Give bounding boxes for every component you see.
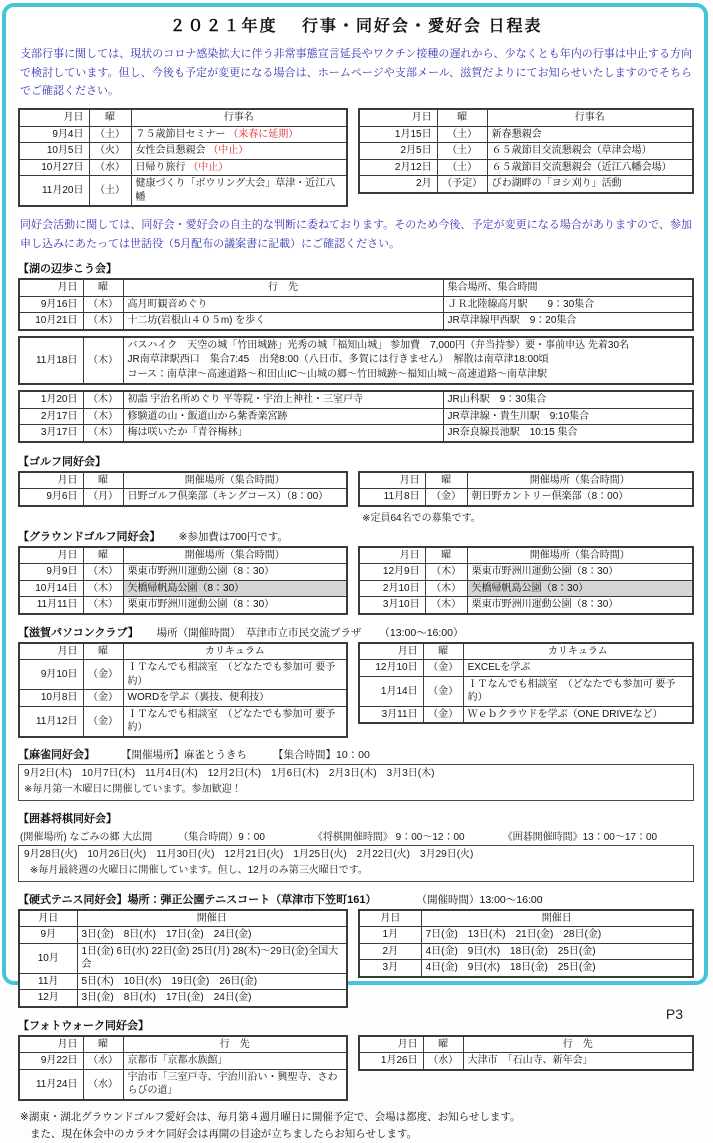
ground-golf-date: 3月10日 xyxy=(359,597,425,614)
col-header-date: 月日 xyxy=(19,1036,83,1053)
tennis-month: 10月 xyxy=(19,943,77,973)
go-shogi-meet-time: （集合時間）9：00 xyxy=(178,831,265,843)
branch-events-table-left xyxy=(18,108,348,207)
event-name: 日帰り旅行 （中止） xyxy=(131,159,347,176)
ground-golf-venue: 栗東市野洲川運動公園（8：30） xyxy=(123,597,347,614)
event-date: 1月15日 xyxy=(359,126,437,143)
pc-club-table-left xyxy=(18,642,348,738)
tennis-month: 11月 xyxy=(19,973,77,990)
notice-branch-events: 支部行事に関しては、現状のコロナ感染拡大に伴う非常事態宣言延長やワクチン接種の遅れから、少なくとも年内の行事は中止する方向で検討しています。但し、今後も予定が変更になる場合は、ホームページや支部メール、滋賀だよりにてお知らせいたしますのでそちらでご確認ください。 xyxy=(20,48,692,98)
ground-golf-table-right xyxy=(358,546,694,615)
event-name: びわ湖畔の「ヨシ刈り」活動 xyxy=(487,176,693,193)
walk-day: （木） xyxy=(83,391,123,408)
walk-day: （木） xyxy=(83,296,123,313)
col-header-destination: 行 先 xyxy=(463,1036,693,1053)
table-row xyxy=(359,143,693,160)
col-header-date: 月日 xyxy=(19,547,83,564)
go-shogi-section xyxy=(18,810,694,882)
ground-golf-fee-note: ※参加費は700円です。 xyxy=(178,530,289,543)
ground-golf-day: （木） xyxy=(425,597,467,614)
event-day: （土） xyxy=(437,126,487,143)
col-header-curriculum: カリキュラム xyxy=(123,643,347,660)
table-row xyxy=(19,159,347,176)
section-title-mahjong: 【麻雀同好会】 xyxy=(18,748,95,761)
golf-date: 9月6日 xyxy=(19,489,83,506)
section-title-ground-golf: 【グラウンドゴルフ同好会】 xyxy=(18,530,161,543)
walk-destination: 高月町観音めぐり xyxy=(123,296,443,313)
photo-walk-destination: 京都市「京都水族館」 xyxy=(123,1053,347,1070)
photo-walk-table-left xyxy=(18,1035,348,1101)
branch-events-table-right xyxy=(358,108,694,194)
col-header-month: 月日 xyxy=(359,910,421,927)
go-shogi-dates-box xyxy=(18,845,694,882)
table-header-row xyxy=(359,1036,693,1053)
table-header-row xyxy=(19,472,347,489)
col-header-day: 曜 xyxy=(423,1036,463,1053)
walk-club-table-2 xyxy=(18,390,694,443)
walk-bus-details xyxy=(123,337,693,385)
event-name: 健康づくり「ボウリング大会」草津・近江八幡 xyxy=(131,176,347,207)
photo-walk-date: 9月22日 xyxy=(19,1053,83,1070)
col-header-destination: 行 先 xyxy=(123,279,443,296)
tennis-table-left xyxy=(18,909,348,1008)
col-header-day: 曜 xyxy=(423,643,463,660)
ground-golf-date: 10月14日 xyxy=(19,580,83,597)
ground-golf-venue: 栗東市野洲川運動公園（8：30） xyxy=(123,564,347,581)
pc-club-date: 12月10日 xyxy=(359,660,423,677)
col-header-dates: 開催日 xyxy=(421,910,693,927)
event-status-red: （中止） xyxy=(188,161,229,173)
col-header-event: 行事名 xyxy=(487,109,693,126)
col-header-venue: 開催場所（集合時間） xyxy=(467,472,693,489)
mahjong-dates: 9月2日(木) 10月7日(木) 11月4日(木) 12月2日(木) 1月6日(木) 2月3日(木) 3月3日(木) xyxy=(24,767,435,779)
notice-clubs: 同好会活動に関しては、同好会・愛好会の自主的な判断に委ねております。そのため今後、予定が変更になる場合がありますので、参加申し込みにあたっては世話役（5月配布の議案書に記載）にご確認ください。 xyxy=(20,219,692,250)
tennis-dates: 7日(金) 13日(木) 21日(金) 28日(金) xyxy=(421,927,693,944)
go-hours: 《囲碁開催時間》13：00～17：00 xyxy=(502,831,658,843)
go-shogi-dates: 9月28日(火) 10月26日(火) 11月30日(火) 12月21日(火) 1月25日(火) 2月22日(火) 3月29日(火) xyxy=(24,848,474,860)
section-title-pc-club: 【滋賀パソコンクラブ】 xyxy=(18,626,139,639)
pc-club-curriculum: WORDを学ぶ（裏技、便利技） xyxy=(123,690,347,707)
table-row xyxy=(19,408,693,425)
table-row xyxy=(19,1069,347,1100)
table-row xyxy=(359,706,693,723)
walk-destination: 初詣 宇治名所めぐり 平等院・宇治上神社・三室戸寺 xyxy=(123,391,443,408)
table-row xyxy=(19,706,347,737)
pc-club-date: 10月8日 xyxy=(19,690,83,707)
walk-meeting: JR草津線・貴生川駅 9:10集合 xyxy=(443,408,693,425)
footer-note-1: ※湖東・湖北グラウンドゴルフ愛好会は、毎月第４週月曜日に開催予定で、会場は都度、お知らせします。 xyxy=(20,1110,521,1123)
ground-golf-date: 9月9日 xyxy=(19,564,83,581)
mahjong-section xyxy=(18,746,694,801)
table-row xyxy=(19,973,347,990)
table-row xyxy=(359,927,693,944)
walk-date: 10月21日 xyxy=(19,313,83,330)
table-header-row xyxy=(19,643,347,660)
event-day: （水） xyxy=(89,159,131,176)
event-date: 9月4日 xyxy=(19,126,89,143)
col-header-date: 月日 xyxy=(359,472,425,489)
table-row xyxy=(19,597,347,614)
ground-golf-venue: 矢橋帰帆島公園（8：30） xyxy=(467,580,693,597)
pc-club-curriculum: ＩＴなんでも相談室 （どなたでも参加可 要予約） xyxy=(123,660,347,690)
walk-meeting: JR山科駅 9：30集合 xyxy=(443,391,693,408)
table-header-row xyxy=(19,279,693,296)
photo-walk-day: （水） xyxy=(83,1053,123,1070)
pc-club-section xyxy=(18,624,694,738)
table-row xyxy=(19,489,347,506)
pc-club-curriculum: EXCELを学ぶ xyxy=(463,660,693,677)
table-row xyxy=(19,143,347,160)
col-header-venue: 開催場所（集合時間） xyxy=(467,547,693,564)
tennis-section xyxy=(18,891,694,1008)
tennis-month: 2月 xyxy=(359,943,421,960)
walk-date: 9月16日 xyxy=(19,296,83,313)
col-header-day: 曜 xyxy=(83,472,123,489)
photo-walk-date: 1月26日 xyxy=(359,1053,423,1070)
footer-note-2: また、現在休会中のカラオケ同好会は再開の目途が立ちましたらお知らせします。 xyxy=(30,1127,418,1140)
walk-day: （木） xyxy=(83,408,123,425)
walk-destination: 梅は咲いたか「青谷梅林」 xyxy=(123,425,443,442)
col-header-venue: 開催場所（集合時間） xyxy=(123,547,347,564)
ground-golf-section xyxy=(18,528,694,615)
walk-date: 2月17日 xyxy=(19,408,83,425)
page-number: P3 xyxy=(665,1006,683,1022)
walk-day: （木） xyxy=(83,337,123,385)
pc-club-day: （金） xyxy=(423,676,463,706)
pc-club-table-right xyxy=(358,642,694,725)
ground-golf-day: （木） xyxy=(425,580,467,597)
event-day: （土） xyxy=(89,126,131,143)
table-row xyxy=(359,489,693,506)
pc-club-date: 3月11日 xyxy=(359,706,423,723)
bus-detail-line: コース：南草津～高速道路～和田山IC～山城の郷～竹田城跡～福知山城～高速道路～南草津駅 xyxy=(127,368,547,380)
event-name: ６５歳節目交流懇親会（草津会場） xyxy=(487,143,693,160)
event-day: （土） xyxy=(437,159,487,176)
col-header-day: 曜 xyxy=(83,547,123,564)
ground-golf-day: （木） xyxy=(83,564,123,581)
table-row xyxy=(359,660,693,677)
col-header-destination: 行 先 xyxy=(123,1036,347,1053)
event-date: 11月20日 xyxy=(19,176,89,207)
col-header-dates: 開催日 xyxy=(77,910,347,927)
table-row xyxy=(359,126,693,143)
table-row xyxy=(19,425,693,442)
walk-club-table-1 xyxy=(18,278,694,331)
table-row xyxy=(19,1053,347,1070)
event-day: （予定） xyxy=(437,176,487,193)
photo-walk-table-right xyxy=(358,1035,694,1071)
pc-club-date: 9月10日 xyxy=(19,660,83,690)
table-header-row xyxy=(359,109,693,126)
walk-date: 11月18日 xyxy=(19,337,83,385)
walk-club-section xyxy=(18,260,694,443)
walk-date: 1月20日 xyxy=(19,391,83,408)
pc-club-curriculum: ＩＴなんでも相談室 （どなたでも参加可 要予約） xyxy=(123,706,347,737)
pc-club-curriculum: ＩＴなんでも相談室 （どなたでも参加可 要予約） xyxy=(463,676,693,706)
tennis-dates: 4日(金) 9日(水) 18日(金) 25日(金) xyxy=(421,943,693,960)
mahjong-time: 【集合時間】10：00 xyxy=(273,748,370,761)
ground-golf-day: （木） xyxy=(83,597,123,614)
col-header-event: 行事名 xyxy=(131,109,347,126)
col-header-curriculum: カリキュラム xyxy=(463,643,693,660)
pc-club-day: （金） xyxy=(423,706,463,723)
tennis-dates: 5日(木) 10日(水) 19日(金) 26日(金) xyxy=(77,973,347,990)
table-row xyxy=(19,564,347,581)
section-title-go-shogi: 【囲碁将棋同好会】 xyxy=(18,812,117,825)
photo-walk-day: （水） xyxy=(83,1069,123,1100)
col-header-date: 月日 xyxy=(359,643,423,660)
section-title-walk-club: 【湖の辺歩こう会】 xyxy=(18,263,117,276)
col-header-day: 曜 xyxy=(89,109,131,126)
pc-club-day: （金） xyxy=(423,660,463,677)
golf-capacity-note: ※定員64名での募集です。 xyxy=(362,512,481,524)
table-row xyxy=(19,296,693,313)
golf-date: 11月8日 xyxy=(359,489,425,506)
walk-day: （木） xyxy=(83,313,123,330)
table-row xyxy=(19,580,347,597)
ground-golf-date: 12月9日 xyxy=(359,564,425,581)
col-header-day: 曜 xyxy=(425,547,467,564)
walk-meeting: JR草津線甲西駅 9：20集合 xyxy=(443,313,693,330)
walk-destination: 十二坊(岩根山４０５m) を歩く xyxy=(123,313,443,330)
ground-golf-venue: 栗東市野洲川運動公園（8：30） xyxy=(467,564,693,581)
golf-section xyxy=(18,453,694,524)
table-row xyxy=(359,960,693,977)
walk-club-bus-row xyxy=(18,336,694,386)
photo-walk-destination: 大津市 「石山寺、新年会」 xyxy=(463,1053,693,1070)
pc-club-time: （13:00～16:00） xyxy=(379,626,464,639)
bus-detail-line: JR南草津駅西口 集合7:45 出発8:00（八日市、多賀には行きません） 解散は南草津18:00頃 xyxy=(127,354,549,366)
pc-club-curriculum: Ｗｅｂクラウドを学ぶ（ONE DRIVEなど） xyxy=(463,706,693,723)
table-header-row xyxy=(19,910,347,927)
shogi-hours: 《将棋開催時間》 9：00～12：00 xyxy=(312,831,465,843)
tennis-dates: 3日(金) 8日(水) 17日(金) 24日(金) xyxy=(77,990,347,1007)
ground-golf-day: （木） xyxy=(425,564,467,581)
photo-walk-destination: 宇治市「三室戸寺、宇治川沿い・興聖寺、さわらびの道」 xyxy=(123,1069,347,1100)
walk-destination: 修験道の山・飯道山から紫香楽宮跡 xyxy=(123,408,443,425)
col-header-venue: 開催場所（集合時間） xyxy=(123,472,347,489)
table-row xyxy=(359,580,693,597)
pc-club-day: （金） xyxy=(83,690,123,707)
golf-day: （金） xyxy=(425,489,467,506)
table-row xyxy=(359,176,693,193)
ground-golf-venue: 栗東市野洲川運動公園（8：30） xyxy=(467,597,693,614)
walk-day: （木） xyxy=(83,425,123,442)
table-row xyxy=(359,943,693,960)
go-shogi-note: ※毎月最終週の火曜日に開催しています。但し、12月のみ第三火曜日です。 xyxy=(30,864,368,876)
photo-walk-section xyxy=(18,1017,694,1101)
col-header-date: 月日 xyxy=(19,472,83,489)
event-name: 女性会員懇親会 （中止） xyxy=(131,143,347,160)
pc-club-date: 1月14日 xyxy=(359,676,423,706)
tennis-month: 9月 xyxy=(19,927,77,944)
mahjong-note: ※毎月第一木曜日に開催しています。参加歓迎！ xyxy=(24,783,242,795)
col-header-date: 月日 xyxy=(19,279,83,296)
table-row xyxy=(19,337,693,385)
tennis-table-right xyxy=(358,909,694,978)
event-day: （火） xyxy=(89,143,131,160)
pc-club-day: （金） xyxy=(83,706,123,737)
col-header-day: 曜 xyxy=(83,1036,123,1053)
event-status-red: （中止） xyxy=(208,145,249,157)
table-row xyxy=(19,176,347,207)
col-header-date: 月日 xyxy=(359,547,425,564)
event-status-red: （来春に延期） xyxy=(228,128,299,140)
table-header-row xyxy=(359,472,693,489)
golf-venue: 日野ゴルフ倶楽部（キングコース）（8：00） xyxy=(123,489,347,506)
event-date: 2月5日 xyxy=(359,143,437,160)
col-header-day: 曜 xyxy=(437,109,487,126)
page-title: ２０２１年度 行事・同好会・愛好会 日程表 xyxy=(169,18,543,35)
table-row xyxy=(19,313,693,330)
table-row xyxy=(359,597,693,614)
event-name: 新春懇親会 xyxy=(487,126,693,143)
walk-meeting: ＪＲ北陸線高月駅 9：30集合 xyxy=(443,296,693,313)
col-header-day: 曜 xyxy=(425,472,467,489)
walk-meeting: JR奈良線長池駅 10:15 集合 xyxy=(443,425,693,442)
tennis-dates: 4日(金) 9日(水) 18日(金) 25日(金) xyxy=(421,960,693,977)
table-row xyxy=(359,564,693,581)
mahjong-dates-box xyxy=(18,764,694,801)
footer-notes xyxy=(20,1109,694,1143)
table-row xyxy=(19,126,347,143)
table-row xyxy=(19,943,347,973)
table-row xyxy=(19,660,347,690)
event-day: （土） xyxy=(437,143,487,160)
table-row xyxy=(359,159,693,176)
event-day: （土） xyxy=(89,176,131,207)
event-date: 2月 xyxy=(359,176,437,193)
pc-club-day: （金） xyxy=(83,660,123,690)
col-header-date: 月日 xyxy=(359,109,437,126)
ground-golf-date: 11月11日 xyxy=(19,597,83,614)
col-header-month: 月日 xyxy=(19,910,77,927)
tennis-dates: 3日(金) 8日(水) 17日(金) 24日(金) xyxy=(77,927,347,944)
ground-golf-day: （木） xyxy=(83,580,123,597)
col-header-day: 曜 xyxy=(83,643,123,660)
tennis-dates: 1日(金) 6日(水) 22日(金) 25日(月) 28(木)～29日(金)全国大会 xyxy=(77,943,347,973)
walk-date: 3月17日 xyxy=(19,425,83,442)
golf-venue: 朝日野カントリー倶楽部（8：00） xyxy=(467,489,693,506)
golf-table-right xyxy=(358,471,694,507)
table-header-row xyxy=(359,547,693,564)
table-header-row xyxy=(19,547,347,564)
col-header-day: 曜 xyxy=(83,279,123,296)
ground-golf-date: 2月10日 xyxy=(359,580,425,597)
go-shogi-venue: (開催場所) なごみの郷 大広間 xyxy=(20,831,153,843)
event-date: 10月5日 xyxy=(19,143,89,160)
table-header-row xyxy=(359,643,693,660)
golf-table-left xyxy=(18,471,348,507)
ground-golf-table-left xyxy=(18,546,348,615)
table-header-row xyxy=(19,1036,347,1053)
pc-club-date: 11月12日 xyxy=(19,706,83,737)
table-row xyxy=(19,990,347,1007)
mahjong-venue: 【開催場所】麻雀とうきち xyxy=(121,748,247,761)
event-name: ６５歳節目交流懇親会（近江八幡会場） xyxy=(487,159,693,176)
event-date: 2月12日 xyxy=(359,159,437,176)
tennis-month: 3月 xyxy=(359,960,421,977)
table-row xyxy=(19,391,693,408)
section-title-photo-walk: 【フォトウォーク同好会】 xyxy=(18,1019,150,1032)
photo-walk-date: 11月24日 xyxy=(19,1069,83,1100)
tennis-month: 12月 xyxy=(19,990,77,1007)
col-header-date: 月日 xyxy=(19,109,89,126)
col-header-date: 月日 xyxy=(359,1036,423,1053)
table-header-row xyxy=(359,910,693,927)
bus-detail-line: バスハイク 天空の城「竹田城跡」光秀の城「福知山城」 参加費 7,000円（弁当持参）要・事前申込 先着30名 xyxy=(127,339,630,351)
col-header-date: 月日 xyxy=(19,643,83,660)
tennis-time: （開催時間）13:00～16:00 xyxy=(416,893,543,906)
table-row xyxy=(19,690,347,707)
tennis-month: 1月 xyxy=(359,927,421,944)
table-header-row xyxy=(19,109,347,126)
table-row xyxy=(19,927,347,944)
section-title-tennis: 【硬式テニス同好会】場所：弾正公園テニスコート（草津市下笠町161） xyxy=(18,893,377,906)
pc-club-venue: 場所（開催時間） 草津市立市民交流プラザ xyxy=(156,626,362,639)
col-header-meeting: 集合場所、集合時間 xyxy=(443,279,693,296)
ground-golf-venue: 矢橋帰帆島公園（8：30） xyxy=(123,580,347,597)
event-name: ７５歳節目セミナー （来春に延期） xyxy=(131,126,347,143)
section-title-golf: 【ゴルフ同好会】 xyxy=(18,455,106,468)
golf-day: （月） xyxy=(83,489,123,506)
branch-events-section xyxy=(18,108,694,207)
table-row xyxy=(359,676,693,706)
table-row xyxy=(359,1053,693,1070)
event-date: 10月27日 xyxy=(19,159,89,176)
photo-walk-day: （水） xyxy=(423,1053,463,1070)
